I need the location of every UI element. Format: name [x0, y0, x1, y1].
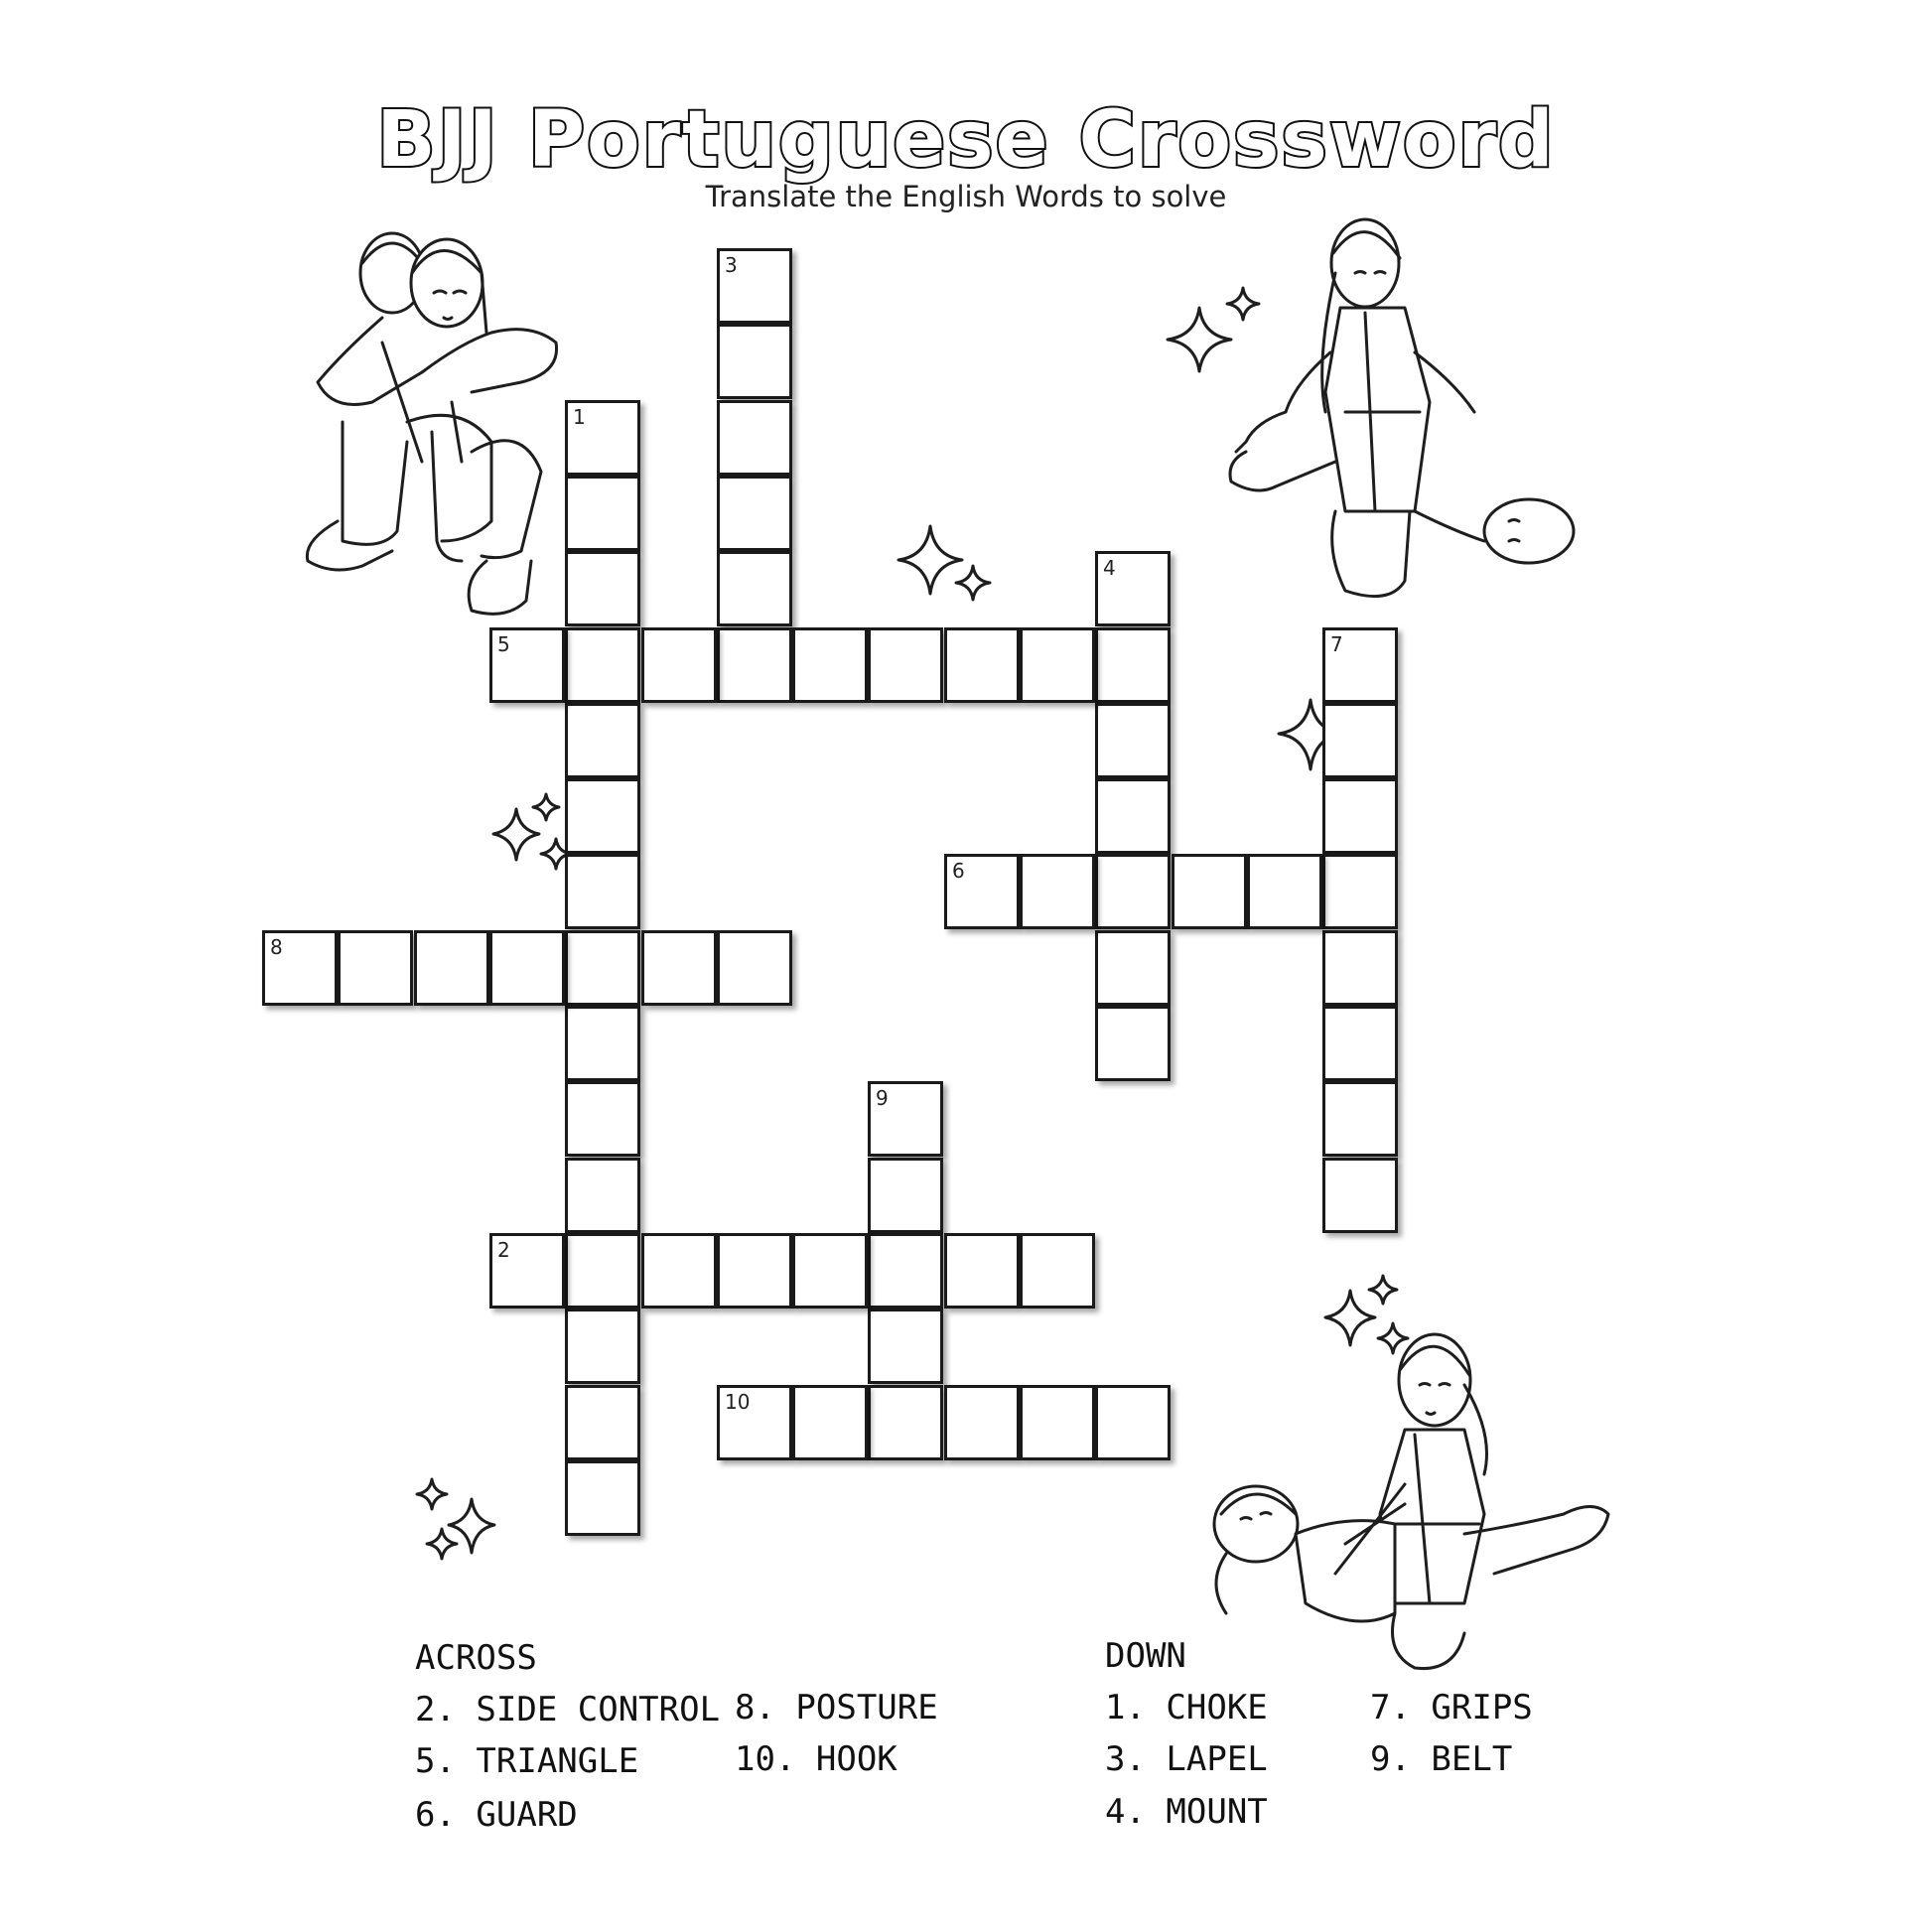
- crossword-cell[interactable]: [1322, 1158, 1398, 1233]
- crossword-cell[interactable]: [565, 1233, 640, 1309]
- down-heading: DOWN: [1105, 1636, 1186, 1676]
- crossword-cell[interactable]: [1322, 1006, 1398, 1081]
- crossword-cell[interactable]: [1172, 854, 1247, 929]
- crossword-cell[interactable]: [565, 854, 640, 929]
- clue-number: 1: [573, 405, 586, 429]
- crossword-cell[interactable]: [1095, 854, 1171, 929]
- crossword-cell[interactable]: [1322, 778, 1398, 854]
- crossword-cell[interactable]: [565, 476, 640, 551]
- crossword-cell[interactable]: [565, 1309, 640, 1384]
- clue-number: 6: [952, 859, 965, 883]
- crossword-cell[interactable]: [1322, 930, 1398, 1006]
- crossword-cell[interactable]: [944, 1233, 1020, 1309]
- crossword-cell[interactable]: [1095, 627, 1171, 703]
- crossword-cell[interactable]: [792, 1233, 868, 1309]
- across-clue: 10. HOOK: [735, 1739, 897, 1779]
- crossword-cell[interactable]: [1095, 930, 1171, 1006]
- crossword-cell[interactable]: [565, 1158, 640, 1233]
- crossword-cell[interactable]: [1095, 551, 1171, 626]
- crossword-cell[interactable]: [489, 930, 565, 1006]
- clue-number: 4: [1103, 556, 1116, 580]
- crossword-cell[interactable]: [565, 551, 640, 626]
- clue-number: 2: [497, 1238, 510, 1262]
- crossword-cell[interactable]: [565, 1006, 640, 1081]
- across-clue: 8. POSTURE: [735, 1688, 938, 1727]
- crossword-cell[interactable]: [1095, 1385, 1171, 1460]
- crossword-cell[interactable]: [792, 1385, 868, 1460]
- crossword-cell[interactable]: [717, 551, 792, 626]
- down-clue: 7. GRIPS: [1370, 1688, 1533, 1727]
- down-clue: 3. LAPEL: [1105, 1739, 1268, 1779]
- crossword-cell[interactable]: [1095, 703, 1171, 778]
- crossword-cell[interactable]: [868, 1233, 943, 1309]
- crossword-cell[interactable]: [717, 627, 792, 703]
- crossword-cell[interactable]: [1095, 1006, 1171, 1081]
- crossword-cell[interactable]: [565, 930, 640, 1006]
- crossword-cell[interactable]: [944, 627, 1020, 703]
- across-clue: 6. GUARD: [415, 1795, 578, 1835]
- crossword-cell[interactable]: [944, 1385, 1020, 1460]
- crossword-cell[interactable]: [868, 1385, 943, 1460]
- crossword-cell[interactable]: [717, 248, 792, 324]
- crossword-cell[interactable]: [565, 1460, 640, 1536]
- crossword-cell[interactable]: [489, 627, 565, 703]
- crossword-cell[interactable]: [1020, 1233, 1095, 1309]
- crossword-cell[interactable]: [489, 1233, 565, 1309]
- crossword-cell[interactable]: [717, 1233, 792, 1309]
- across-clue: 2. SIDE CONTROL: [415, 1690, 721, 1729]
- crossword-cell[interactable]: [565, 627, 640, 703]
- crossword-cell[interactable]: [1322, 627, 1398, 703]
- puzzle-title: BJJ Portuguese Crossword: [376, 95, 1556, 185]
- crossword-cell[interactable]: [1247, 854, 1322, 929]
- crossword-cell[interactable]: [565, 1081, 640, 1157]
- crossword-cell[interactable]: [1020, 627, 1095, 703]
- puzzle-subtitle: Translate the English Words to solve: [705, 180, 1227, 213]
- clue-number: 5: [497, 632, 510, 656]
- down-clue: 1. CHOKE: [1105, 1688, 1268, 1727]
- crossword-cell[interactable]: [565, 703, 640, 778]
- crossword-cell[interactable]: [641, 930, 717, 1006]
- down-clue: 9. BELT: [1370, 1739, 1513, 1779]
- clue-number: 9: [876, 1086, 889, 1110]
- across-heading: ACROSS: [415, 1638, 537, 1678]
- crossword-cell[interactable]: [792, 627, 868, 703]
- crossword-cell[interactable]: [1322, 854, 1398, 929]
- crossword-cell[interactable]: [944, 854, 1020, 929]
- clue-number: 10: [725, 1390, 751, 1414]
- crossword-cell[interactable]: [565, 400, 640, 476]
- crossword-cell[interactable]: [641, 627, 717, 703]
- crossword-cell[interactable]: [868, 1158, 943, 1233]
- crossword-cell[interactable]: [717, 400, 792, 476]
- crossword-cell[interactable]: [868, 627, 943, 703]
- crossword-cell[interactable]: [717, 324, 792, 399]
- crossword-cell[interactable]: [717, 1385, 792, 1460]
- crossword-cell[interactable]: [414, 930, 489, 1006]
- across-clue: 5. TRIANGLE: [415, 1741, 639, 1781]
- crossword-cell[interactable]: [717, 476, 792, 551]
- clue-number: 7: [1330, 632, 1343, 656]
- crossword-cell[interactable]: [1020, 854, 1095, 929]
- crossword-cell[interactable]: [868, 1309, 943, 1384]
- crossword-cell[interactable]: [1322, 1081, 1398, 1157]
- down-clue: 4. MOUNT: [1105, 1792, 1268, 1832]
- crossword-cell[interactable]: [1322, 703, 1398, 778]
- crossword-cell[interactable]: [262, 930, 338, 1006]
- crossword-cell[interactable]: [1020, 1385, 1095, 1460]
- crossword-cell[interactable]: [1095, 778, 1171, 854]
- crossword-cell[interactable]: [338, 930, 413, 1006]
- crossword-cell[interactable]: [565, 778, 640, 854]
- crossword-cell[interactable]: [717, 930, 792, 1006]
- crossword-cell[interactable]: [565, 1385, 640, 1460]
- clue-number: 8: [270, 935, 283, 959]
- crossword-cell[interactable]: [641, 1233, 717, 1309]
- clue-number: 3: [725, 253, 738, 277]
- crossword-cell[interactable]: [868, 1081, 943, 1157]
